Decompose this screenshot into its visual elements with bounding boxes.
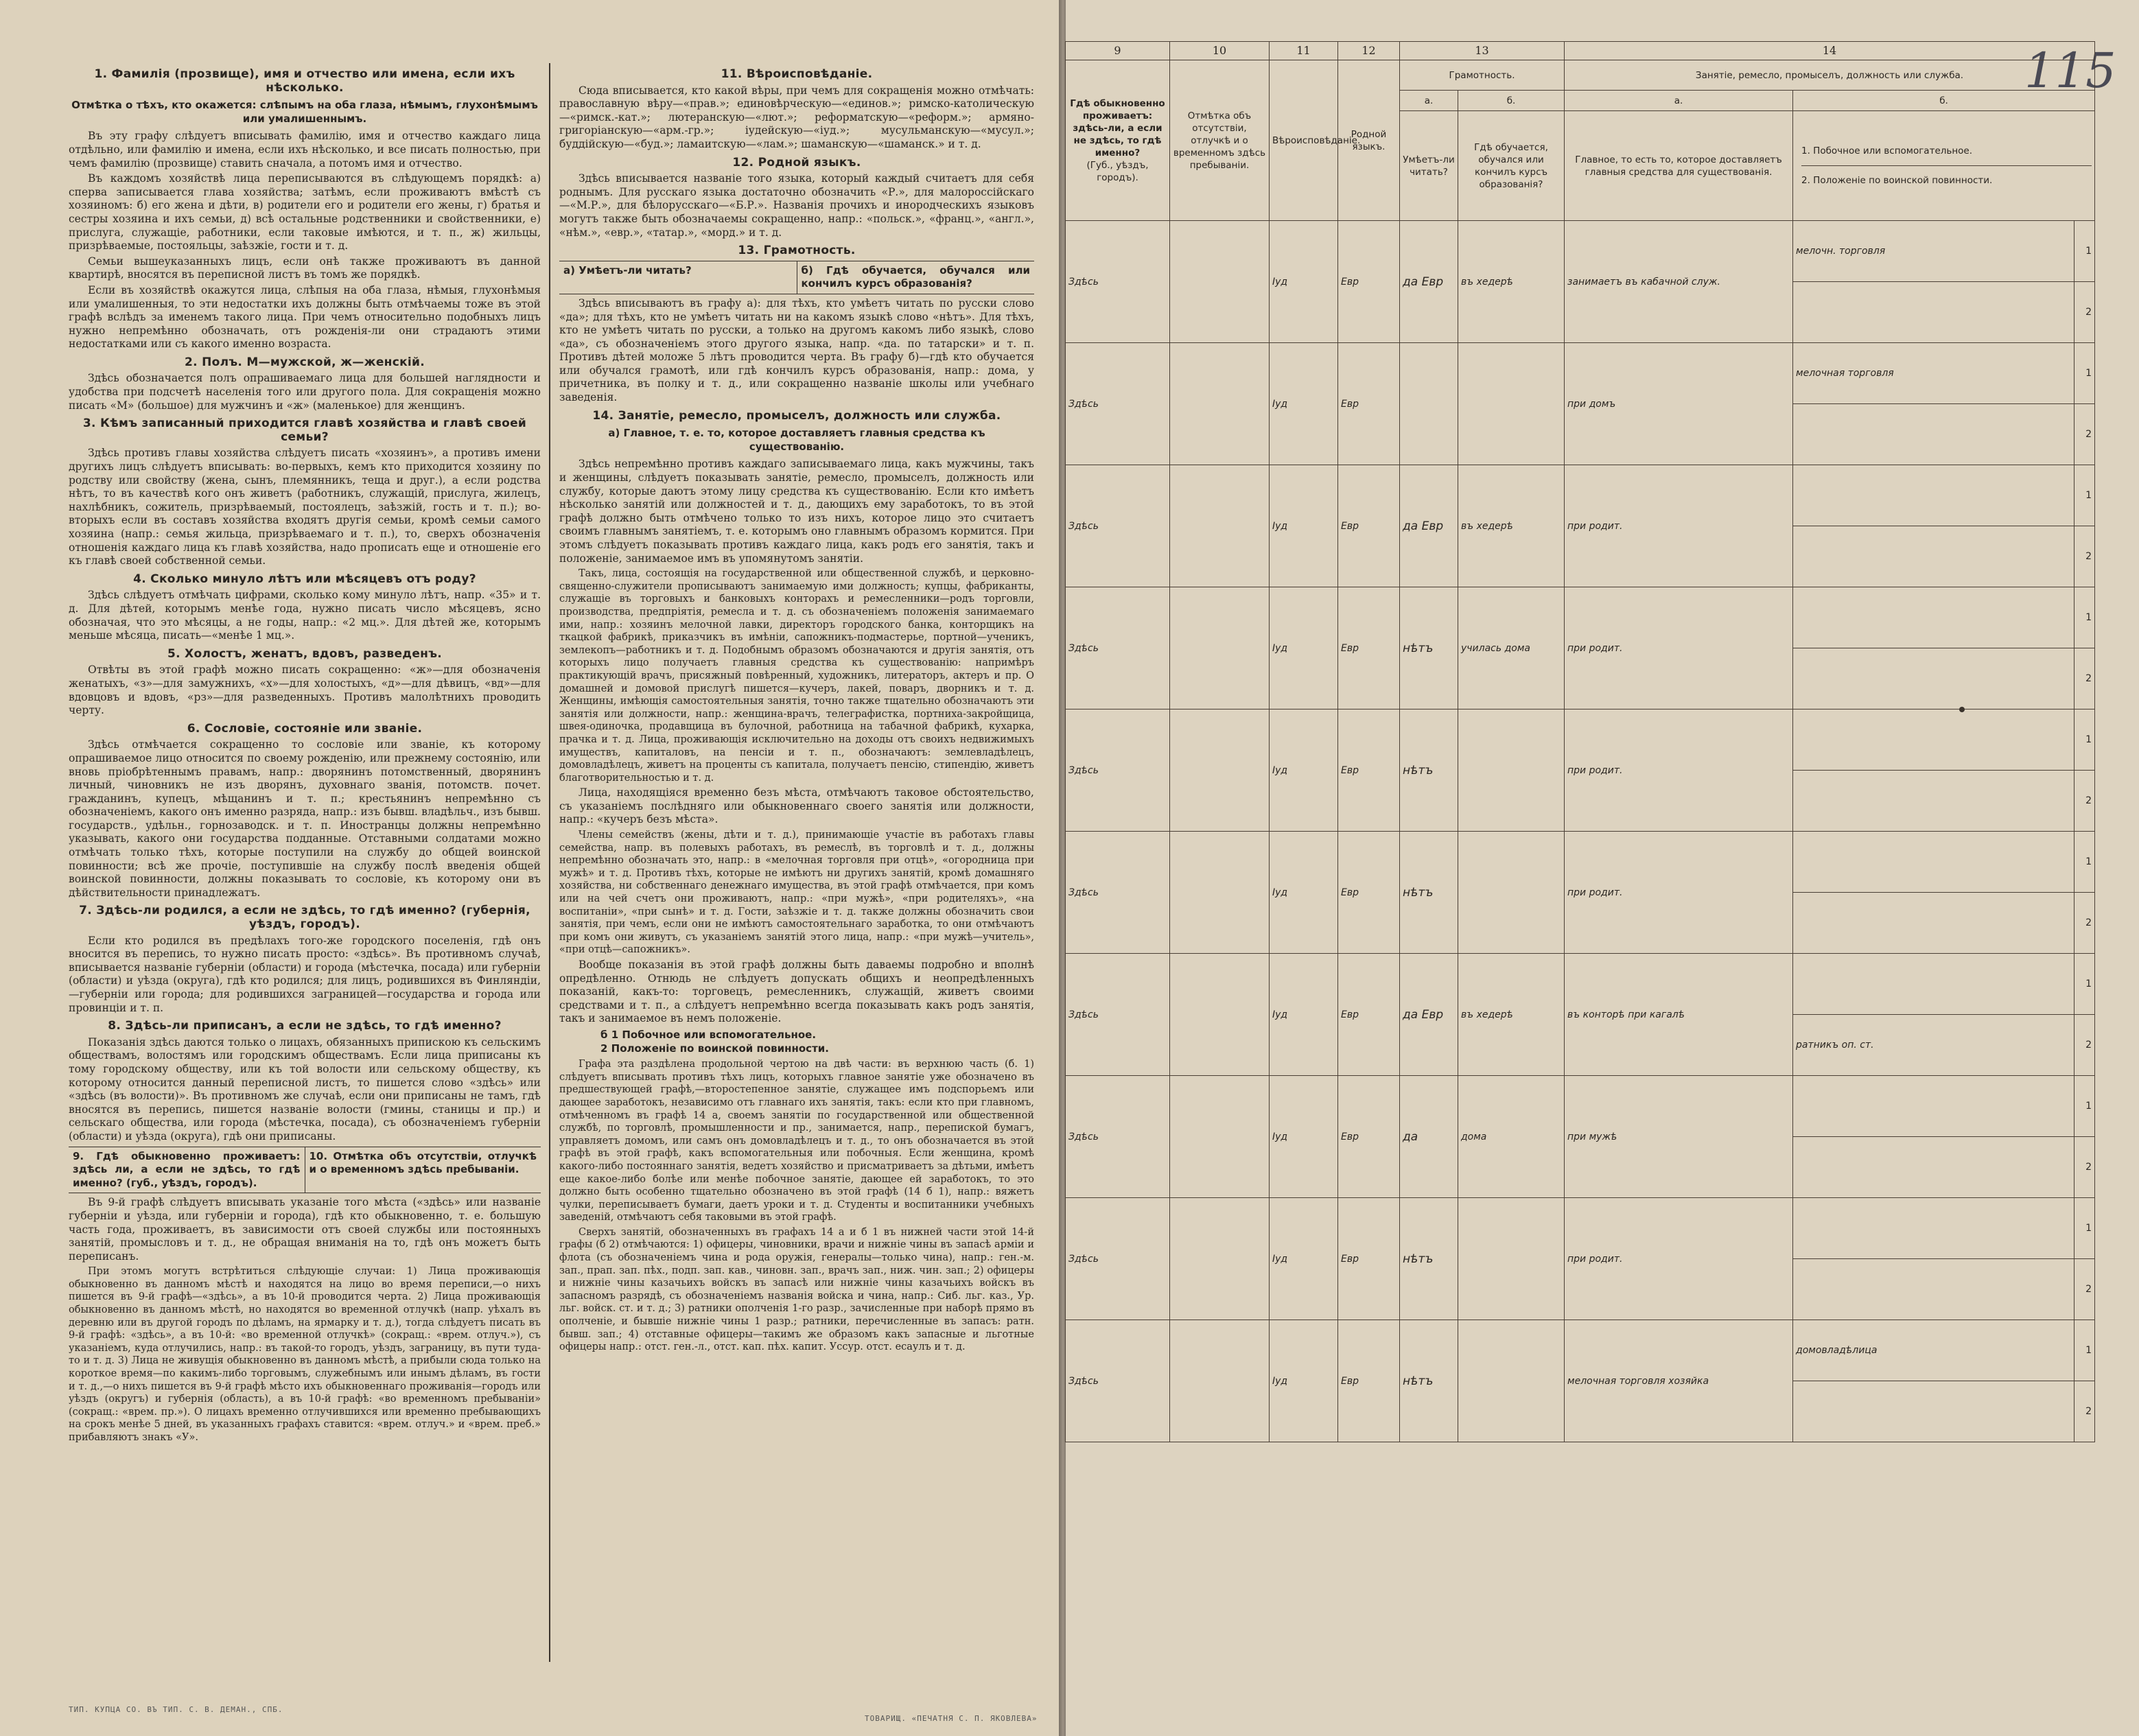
section-3-title: 3. Кѣмъ записанный приходится главѣ хозяйства и главѣ своей семьи? [82,417,527,444]
residence-cell: Здѣсь [1066,465,1170,587]
header-14a: Главное, то есть то, которое доставляетъ главныя средства для существованія. [1565,111,1793,221]
military-status-cell [1793,771,2074,832]
sub-row-label: 2 [2074,282,2095,343]
language-cell: Евр [1338,465,1400,587]
header-13b-letter: б. [1458,91,1565,111]
left-page [0,0,1062,1736]
education-cell [1458,709,1565,832]
absence-cell [1170,1198,1270,1320]
sub-row-label: 2 [2074,893,2095,954]
header-14b2: 2. Положеніе по воинской повинности. [1801,175,1993,186]
religion-cell: Іуд [1270,221,1338,343]
section-6-title: 6. Сословіе, состояніе или званіе. [187,721,423,736]
education-cell: училась дома [1458,587,1565,709]
residence-cell: Здѣсь [1066,1198,1170,1320]
military-status-cell [1793,1381,2074,1442]
religion-cell: Іуд [1270,1198,1338,1320]
main-occupation-cell: занимаетъ въ кабачной служ. [1565,221,1793,343]
literacy-cell: нѣтъ [1400,832,1458,954]
secondary-occupation-cell [1793,1076,2074,1137]
sub-row-label: 2 [2074,1381,2095,1442]
main-occupation-cell: при домъ [1565,343,1793,465]
section-9-10-header [69,1147,541,1194]
header-14b [1793,111,2095,221]
language-cell: Евр [1338,954,1400,1076]
section-5-title: 5. Холостъ, женатъ, вдовъ, разведенъ. [167,646,443,661]
literacy-cell: да Евр [1400,954,1458,1076]
header-col-10: Отмѣтка объ отсутствіи, отлучкѣ и о временномъ здѣсь пребываніи. [1170,60,1270,221]
ink-dot [1959,707,1965,712]
table-row [1066,1076,2095,1137]
main-occupation-cell: при родит. [1565,587,1793,709]
paragraph: Сверхъ занятій, обозначенныхъ въ графахъ 14 а и б 1 въ нижней части этой 14-й графы (б 2) отмѣчаются: 1) офицеры, чиновники, врачи и нижніе чины въ запасѣ арміи и флота (съ обозначеніемъ чина и рода оружія, генералы—только чина), напр.: ген.-м. зап., прап. зап. пѣх., подп. зап. кав., чиновн. зап., врачъ зап., ниж. чин. зап.; 2) офицеры и нижніе чины казачьихъ войскъ въ запасѣ или нижніе чины казачьихъ войскъ въ запасномъ разрядѣ, съ обозначеніемъ названія войска и чина, напр.: Сиб. льг. каз., Ур. льг. войск. ст. и т. д.; 3) ратники ополченія 1-го разр., зачисленные при наборѣ прямо въ ополченіе, и бывшіе нижніе чины 1 разр.; ратники, перечисленные въ запасъ: ратн. бывш. зап.; 4) отставные офицеры—такимъ же образомъ какъ запасные и льготные офицеры напр.: отст. ген.-л., отст. кап. пѣх. капит. Уссур. отст. есаулъ и т. д. [559,1226,1034,1353]
sub-row-label: 1 [2074,1320,2095,1381]
header-14b1: 1. Побочное или вспомогательное. [1801,137,2092,166]
table-row [1066,343,2095,404]
section-9-title: 9. Гдѣ обыкновенно проживаетъ: здѣсь ли, а если не здѣсь, то гдѣ именно? (губ., уѣздъ, городъ). [73,1149,301,1189]
military-status-cell [1793,404,2074,465]
sub-row-label: 2 [2074,648,2095,709]
absence-cell [1170,1076,1270,1198]
secondary-occupation-cell [1793,709,2074,771]
paragraph: Отвѣты въ этой графѣ можно писать сокращенно: «ж»—для обозначенія женатыхъ, «з»—для замужнихъ, «х»—для холостыхъ, «д»—для дѣвицъ, «вд»—для вдовцовъ и вдовъ, «рз»—для разведенныхъ. Противъ малолѣтнихъ проводить черту. [69,664,541,717]
residence-cell: Здѣсь [1066,709,1170,832]
col-number: 13 [1400,42,1565,60]
paragraph: Члены семействъ (жены, дѣти и т. д.), принимающіе участіе въ работахъ главы семейства, напр. въ полевыхъ работахъ, въ ремеслѣ, въ торговлѣ и т. д., должны непремѣнно обозначать это, напр.: в «мелочная торговля при отцѣ», «огородница при мужѣ» и т. д. Противъ тѣхъ, которые не имѣютъ ни другихъ занятій, кромѣ домашняго хозяйства, ни собственнаго денежнаго имущества, въ этой графѣ отмѣчается, при комъ или на чей счетъ они проживаютъ, напр.: «при мужѣ», «при родителяхъ», «на воспитаніи», «при сынѣ» и т. д. Гости, заѣзжіе и т. д. также должны обозначить свои занятія, при чемъ, если они не имѣютъ самостоятельнаго заработка, то они отмѣчаютъ при комъ они живутъ, съ указаніемъ занятій этого лица, напр.: «при мужѣ—учитель», «при отцѣ—сапожникъ». [559,830,1034,956]
header-col-13: Грамотность. [1400,60,1565,91]
literacy-cell: нѣтъ [1400,709,1458,832]
section-7-title: 7. Здѣсь-ли родился, а если не здѣсь, то гдѣ именно? (губернія, уѣздъ, городъ). [79,904,530,932]
absence-cell [1170,465,1270,587]
military-status-cell [1793,893,2074,954]
absence-cell [1170,221,1270,343]
military-status-cell [1793,648,2074,709]
residence-cell: Здѣсь [1066,343,1170,465]
table-row [1066,709,2095,771]
section-4-title: 4. Сколько минуло лѣтъ или мѣсяцевъ отъ роду? [133,572,476,586]
header-text: Гдѣ обыкновенно проживаетъ: здѣсь-ли, а если не здѣсь, то гдѣ именно? [1070,97,1165,159]
absence-cell [1170,709,1270,832]
header-col-14: Занятіе, ремесло, промыселъ, должность или служба. [1565,60,2095,91]
header-14a-letter: а. [1565,91,1793,111]
religion-cell: Іуд [1270,587,1338,709]
sub-row-label: 1 [2074,832,2095,893]
secondary-occupation-cell [1793,954,2074,1015]
table-row [1066,465,2095,526]
military-status-cell [1793,1137,2074,1198]
section-12-title: 12. Родной языкъ. [732,155,861,169]
paragraph: Въ 9-й графѣ слѣдуетъ вписывать указаніе того мѣста («здѣсь» или названіе губерніи и уѣзда, или губерніи и города), гдѣ кто обыкновенно, т. е. большую часть года, проживаетъ, въ зависимости отъ своей службы или постоянныхъ занятій, промысловъ и т. д., не обращая вниманія на то, гдѣ онъ можетъ быть переписанъ. [69,1196,541,1263]
absence-cell [1170,954,1270,1076]
col-number: 12 [1338,42,1400,60]
main-occupation-cell: при мужѣ [1565,1076,1793,1198]
residence-cell: Здѣсь [1066,221,1170,343]
secondary-occupation-cell [1793,1198,2074,1259]
table-row [1066,1320,2095,1381]
absence-cell [1170,343,1270,465]
religion-cell: Іуд [1270,1076,1338,1198]
paragraph: Вообще показанія въ этой графѣ должны быть даваемы подробно и вполнѣ опредѣленно. Отнюдь не слѣдуетъ допускать общихъ и неопредѣленныхъ показаній, какъ-то: торговецъ, ремесленникъ, служащій, живетъ своими средствами и т. п., а слѣдуетъ непремѣнно всегда показывать какъ родъ занятія, такъ и занимаемое въ немъ положеніе. [559,959,1034,1025]
absence-cell [1170,587,1270,709]
main-occupation-cell: при родит. [1565,465,1793,587]
language-cell: Евр [1338,832,1400,954]
table-row [1066,954,2095,1015]
education-cell [1458,1320,1565,1442]
header-row-1 [1066,60,2095,91]
education-cell: дома [1458,1076,1565,1198]
main-occupation-cell: при родит. [1565,709,1793,832]
literacy-cell [1400,343,1458,465]
paragraph: Сюда вписывается, кто какой вѣры, при чемъ для сокращенія можно отмѣчать: православную вѣру—«прав.»; единовѣрческую—«единов.»; римско-католическую—«римск.-кат.»; лютеранскую—«лют.»; реформатскую—«реформ.»; армяно-григоріанскую—«арм.-гр.»; іудейскую—«іуд.»; мусульманскую—«мусул.»; буддійскую—«буд.»; ламаитскую—«лам.»; шаманскую—«шаманск.» и т. д. [559,84,1034,150]
paragraph: Въ эту графу слѣдуетъ вписывать фамилію, имя и отчество каждаго лица отдѣльно, или фамилію и имена, если ихъ нѣсколько, и все писать полностью, при чемъ фамилію (прозвище) ставить сначала, а потомъ имя и отчество. [69,130,541,169]
main-occupation-cell: при родит. [1565,832,1793,954]
military-status-cell [1793,1259,2074,1320]
military-status-cell [1793,282,2074,343]
religion-cell: Іуд [1270,832,1338,954]
section-14-title: 14. Занятіе, ремесло, промыселъ, должность или служба. [592,408,1001,423]
header-col-12: Родной языкъ. [1338,60,1400,221]
military-status-cell: ратникъ оп. ст. [1793,1015,2074,1076]
language-cell: Евр [1338,587,1400,709]
paragraph: Показанія здѣсь даются только о лицахъ, обязанныхъ припискою къ сельскимъ обществамъ, волостямъ или городскимъ обществамъ. Если лица приписаны къ тому городскому обществу, или къ той волости или сельскому обществу, къ которому относится данный переписной листъ, то пишется слово «здѣсь» или «здѣсь (въ волости)». Въ противномъ же случаѣ, если они приписаны не тамъ, гдѣ вносятся въ перепись, пишется названіе волости (гмины, станицы и пр.) и сельскаго общества, или города (мѣстечка, посада), съ обозначеніемъ губерніи (области) и уѣзда (округа), гдѣ они приписаны. [69,1035,541,1142]
table-row [1066,832,2095,893]
paragraph: Если въ хозяйствѣ окажутся лица, слѣпыя на оба глаза, нѣмыя, глухонѣмыя или умалишенныя, то эти недостатки ихъ должны быть отмѣчаемы тоже въ этой графѣ вслѣдъ за именемъ такого лица. При чемъ относительно подобныхъ лицъ нужно непремѣнно обозначать, отъ рожденія-ли они страдаютъ этими недостатками или съ какого именно возраста. [69,283,541,351]
header-col-11: Вѣроисповѣданіе. [1270,60,1338,221]
paragraph: Такъ, лица, состоящія на государственной или общественной службѣ, и церковно-священно-служители прописываютъ занимаемую ими должность; купцы, фабриканты, служащіе въ торговыхъ и банковыхъ конторахъ и ремесленники—родъ торговли, производства, предпріятія, ремесла и т. д. съ обозначеніемъ положенія занимаемаго ими, напр.: хозяинъ мелочной лавки, директоръ городского банка, конторщикъ на ткацкой фабрикѣ, приказчикъ въ имѣніи, сапожникъ-подмастерье, портной—ученикъ, землекопъ—работникъ и т. д. Подобнымъ образомъ обозначаются и другія занятія, отъ которыхъ лицо получаетъ главныя средства къ существованію: напримѣръ практикующій врачъ, присяжный повѣренный, художникъ, литераторъ, актеръ и пр. О домашней и домовой прислугѣ пишется—кучеръ, лакей, поваръ, дворникъ и т. д. Женщины, имѣющія самостоятельныя занятія, точно также тщательно обозначаютъ эти занятія или должности, напр.: женщина-врачъ, телеграфистка, портниха-закройщица, швея-одиночка, продавщица въ булочной, работница на табачной фабрикѣ, кухарка, прачка и т. д. Лица, проживающія исключительно на доходы отъ своихъ недвижимыхъ имуществъ, капиталовъ, на пенсіи и т. п., обозначаютъ: землевладѣлецъ, домовладѣлецъ, живетъ на проценты съ капитала, получаетъ пенсію, стипендію, живетъ благотворительностью и т. д. [559,568,1034,784]
sheet-number: 115 [2024,43,2116,99]
paragraph: Графа эта раздѣлена продольной чертою на двѣ части: въ верхнюю часть (б. 1) слѣдуетъ вписывать противъ тѣхъ лицъ, которыхъ главное занятіе уже обозначено въ предшествующей графѣ,—второстепенное занятіе, служащее имъ подспорьемъ или дающее заработокъ, независимо отъ главнаго ихъ занятія, такъ: если кто при главномъ, отмѣченномъ въ графѣ 14 а, своемъ занятіи по государственной или общественной службѣ, по торговлѣ, промышленности и пр., занимается, напр., перепиской бумагъ, управляетъ домомъ, или самъ онъ домовладѣлецъ и т. д., то онъ обозначается въ этой графѣ въ этой графѣ, какъ вспомогательныя или побочныя. Если женщина, кромѣ какого-либо постояннаго занятія, ведетъ хозяйство и присматриваетъ за дѣтьми, имѣетъ еще какое-либо болѣе или менѣе побочное занятіе, дающее ей заработокъ, то это должно быть особенно тщательно обозначено въ этой графѣ (14 б 1), напр.: вяжетъ чулки, переписываетъ бумаги, даетъ уроки и т. д. Студенты и воспитанники учебныхъ заведеній, отмѣчаютъ себя таковыми въ этой графѣ. [559,1059,1034,1223]
col-number: 9 [1066,42,1170,60]
religion-cell: Іуд [1270,709,1338,832]
section-14b2-title: 2 Положеніе по воинской повинности. [600,1042,829,1055]
section-14a-title: а) Главное, т. е. то, которое доставляетъ главныя средства къ существованію. [608,427,985,453]
absence-cell [1170,1320,1270,1442]
secondary-occupation-cell: домовладѣлица [1793,1320,2074,1381]
literacy-cell: да [1400,1076,1458,1198]
literacy-cell: нѣтъ [1400,587,1458,709]
sub-row-label: 2 [2074,526,2095,587]
table-row [1066,1198,2095,1259]
col-number: 10 [1170,42,1270,60]
printer-imprint-right: ТОВАРИЩ. «ПЕЧАТНЯ С. П. ЯКОВЛЕВА» [865,1714,1038,1723]
sub-row-label: 1 [2074,1198,2095,1259]
residence-cell: Здѣсь [1066,832,1170,954]
religion-cell: Іуд [1270,465,1338,587]
header-subtext: (Губ., уѣздъ, городъ). [1086,159,1149,183]
residence-cell: Здѣсь [1066,587,1170,709]
literacy-cell: да Евр [1400,465,1458,587]
secondary-occupation-cell: мелочн. торговля [1793,221,2074,282]
main-occupation-cell: въ конторѣ при кагалѣ [1565,954,1793,1076]
paragraph: Здѣсь обозначается полъ опрашиваемаго лица для большей наглядности и удобства при подсчетѣ населенія того или другого пола. Для сокращенія можно писать «М» (большое) для мужчинъ и «ж» (маленькое) для женщинъ. [69,372,541,412]
religion-cell: Іуд [1270,954,1338,1076]
sub-row-label: 1 [2074,587,2095,648]
literacy-cell: да Евр [1400,221,1458,343]
section-13-subheader [559,261,1034,294]
sub-row-label: 1 [2074,221,2095,282]
section-13b-title: б) Гдѣ обучается, обучался или кончилъ курсъ образованія? [797,261,1035,294]
section-14b1-title: б 1 Побочное или вспомогательное. [600,1028,817,1041]
section-2-title: 2. Полъ. М—мужской, ж—женскій. [184,355,425,369]
literacy-cell: нѣтъ [1400,1198,1458,1320]
residence-cell: Здѣсь [1066,1320,1170,1442]
literacy-cell: нѣтъ [1400,1320,1458,1442]
sub-row-label: 2 [2074,1137,2095,1198]
paragraph: Здѣсь противъ главы хозяйства слѣдуетъ писать «хозяинъ», а противъ имени другихъ лицъ слѣдуетъ вписывать: во-первыхъ, кемъ кто приходится хозяину по родству или свойству (жена, сынъ, племянникъ, теща и друг.), а если родства нѣтъ, то въ качествѣ кого онъ живетъ (работникъ, служащій, прислуга, жилецъ, нахлѣбникъ, сожитель, призрѣваемый, постоялецъ, заѣзжій, гость и т. п.); во-вторыхъ если въ составъ хозяйства входятъ другія семьи, кромѣ семьи самого хозяина (напр.: семья жильца, призрѣваемаго и т. п.), то, сверхъ обозначенія отношенія каждаго лица къ главѣ хозяйства, надо прописать еще и отношеніе его къ главѣ своей собственной семьи. [69,447,541,567]
header-14b-letter: б. [1793,91,2095,111]
military-status-cell [1793,526,2074,587]
header-13a: Умѣетъ-ли читать? [1400,111,1458,221]
sub-row-label: 1 [2074,709,2095,771]
paragraph: Здѣсь вписывается названіе того языка, который каждый считаетъ для себя роднымъ. Для русскаго языка достаточно обозначить «Р.», для малороссійскаго—«М.Р.», для бѣлорусскаго—«Б.Р.». Названія прочихъ и инородческихъ языковъ могутъ также быть обозначаемы сокращенно, напр.: «польск.», «франц.», «англ.», «нѣм.», «евр.», «татар.», «морд.» и т. д. [559,172,1034,239]
printer-imprint-left: ТИП. КУПЦА СО. ВЪ ТИП. С. В. ДЕМАН., СПБ. [69,1705,283,1714]
paragraph: Если кто родился въ предѣлахъ того-же городского поселенія, гдѣ онъ вносится въ перепись, то нужно писать просто: «здѣсь». Въ противномъ случаѣ, вписывается названіе губерніи (области) и города (мѣстечка, посада) или губерніи (области) и уѣзда (округа), гдѣ кто родился; для лицъ, родившихся въ Финляндіи,—губерніи или города; для родившихся заграницей—государства и города или провинціи и т. п. [69,934,541,1014]
sub-row-label: 1 [2074,954,2095,1015]
secondary-occupation-cell [1793,465,2074,526]
sub-row-label: 1 [2074,465,2095,526]
religion-cell: Іуд [1270,1320,1338,1442]
table-row [1066,587,2095,648]
secondary-occupation-cell [1793,587,2074,648]
header-13b: Гдѣ обучается, обучался или кончилъ курсъ образованія? [1458,111,1565,221]
language-cell: Евр [1338,343,1400,465]
education-cell [1458,832,1565,954]
secondary-occupation-cell [1793,832,2074,893]
census-rows [1066,221,2095,1442]
education-cell: въ хедерѣ [1458,465,1565,587]
header-13a-letter: а. [1400,91,1458,111]
section-11-title: 11. Вѣроисповѣданіе. [721,67,873,81]
paragraph: Здѣсь вписываютъ въ графу а): для тѣхъ, кто умѣетъ читать по русски слово «да»; для тѣхъ, кто не умѣетъ читать ни на какомъ языкѣ слово «нѣтъ». Для тѣхъ, кто не умѣетъ читать по русски, а только на другомъ какомъ либо языкѣ, слово «да», съ обозначеніемъ этого другого языка, напр. «да. по татарски» и т. п. Противъ дѣтей моложе 5 лѣтъ проводится черта. Въ графу б)—гдѣ кто обучается или обучался грамотѣ, или гдѣ кончилъ курсъ образованія, напр.: дома, у причетника, въ полку и т. д., или сокращенно названіе школы или учебнаго заведенія. [559,296,1034,404]
section-8-title: 8. Здѣсь-ли приписанъ, а если не здѣсь, то гдѣ именно? [108,1019,502,1033]
paragraph: Лица, находящіяся временно безъ мѣста, отмѣчаютъ таковое обстоятельство, съ указаніемъ послѣдняго или обыкновеннаго своего занятія или должности, напр.: «кучеръ безъ мѣста». [559,786,1034,826]
section-13a-title: а) Умѣетъ-ли читать? [563,263,692,277]
paragraph: Здѣсь отмѣчается сокращенно то сословіе или званіе, къ которому опрашиваемое лицо относится по своему рожденію, или прежнему состоянію, или вновь пріобрѣтеннымъ правамъ, напр.: дворянинъ потомственный, дворянинъ личный, чиновникъ не изъ дворянъ, духовнаго званія, потомств. почет. гражданинъ, купецъ, мѣщанинъ и т. п.; крестьянинъ непремѣнно съ обозначеніемъ, какого онъ именно разряда, напр.: изъ бывш. владѣльч., изъ бывш. государств., удѣльн., горнозаводск. и т. п. Иностранцы должны непремѣнно указывать, какого они государства подданные. Отставными солдатами можно отмѣчать только тѣхъ, которые поступили на службу до общей воинской повинности; всѣ же прочіе, поступившіе на службу послѣ введенія общей воинской повинности, должны показывать то сословіе, къ которому они въ дѣйствительности принадлежатъ. [69,738,541,899]
table-row [1066,221,2095,282]
main-occupation-cell: при родит. [1565,1198,1793,1320]
education-cell: въ хедерѣ [1458,954,1565,1076]
main-occupation-cell: мелочная торговля хозяйка [1565,1320,1793,1442]
column-number-row [1066,42,2095,60]
language-cell: Евр [1338,1198,1400,1320]
religion-cell: Іуд [1270,343,1338,465]
section-10-title: 10. Отмѣтка объ отсутствіи, отлучкѣ и о временномъ здѣсь пребываніи. [305,1147,541,1193]
header-col-9 [1066,60,1170,221]
sub-row-label: 2 [2074,1259,2095,1320]
sub-row-label: 1 [2074,1076,2095,1137]
education-cell [1458,1198,1565,1320]
column-divider [549,63,550,1662]
sub-row-label: 1 [2074,343,2095,404]
col-number: 14 [1565,42,2095,60]
education-cell [1458,343,1565,465]
language-cell: Евр [1338,221,1400,343]
sub-row-label: 2 [2074,404,2095,465]
paragraph: Здѣсь непремѣнно противъ каждаго записываемаго лица, какъ мужчины, такъ и женщины, слѣдуетъ показывать занятіе, ремесло, промыселъ, должность или службу, которые даютъ этому лицу средства къ существованію. Если кто имѣетъ нѣсколько занятій или должностей и т. д., дающихъ ему заработокъ, то въ этой графѣ должно быть отмѣчено только то изъ нихъ, которое лицо это считаетъ своимъ главнымъ занятіемъ, т. е. которымъ оно главнымъ образомъ кормится. При этомъ слѣдуетъ показывать противъ каждаго лица, какъ родъ его занятія, такъ и положеніе, занимаемое имъ въ упомянутомъ занятіи. [559,458,1034,565]
residence-cell: Здѣсь [1066,1076,1170,1198]
census-table [1065,41,2095,1442]
section-13-title: 13. Грамотность. [738,244,856,258]
paragraph: Семьи вышеуказанныхъ лицъ, если онѣ также проживаютъ въ данной квартирѣ, вносятся въ переписной листъ въ томъ же порядкѣ. [69,255,541,281]
instructions-column-right [559,63,1034,1356]
section-1-note: Отмѣтка о тѣхъ, кто окажется: слѣпымъ на оба глаза, нѣмымъ, глухонѣмымъ или умалишеннымъ. [71,99,538,125]
education-cell: въ хедерѣ [1458,221,1565,343]
language-cell: Евр [1338,1320,1400,1442]
sub-row-label: 2 [2074,1015,2095,1076]
language-cell: Евр [1338,709,1400,832]
language-cell: Евр [1338,1076,1400,1198]
sub-row-label: 2 [2074,771,2095,832]
paragraph: При этомъ могутъ встрѣтиться слѣдующіе случаи: 1) Лица проживающія обыкновенно въ данномъ мѣстѣ и находятся на лицо во время переписи,—о нихъ пишется въ 9-й графѣ—«здѣсь», а въ 10-й проводится черта. 2) Лица проживающія обыкновенно въ данномъ мѣстѣ, но находятся во временной отлучкѣ (напр. уѣхалъ въ деревню или въ другой городъ по дѣламъ, на ярмарку и т. д.), тогда слѣдуетъ писать въ 9-й графѣ: «здѣсь», а въ 10-й: «во временной отлучкѣ» (сокращ.: «врем. отлуч.»), съ указаніемъ, куда отлучились, напр.: въ такой-то городъ, уѣздъ, заграницу, въ пути туда-то и т. д. 3) Лица не живущія обыкновенно въ данномъ мѣстѣ, а прибыли сюда только на короткое время—по какимъ-либо торговымъ, служебнымъ или инымъ дѣламъ, въ гости и т. д.,—о нихъ пишется въ 9-й графѣ мѣсто ихъ обыкновеннаго проживанія—городъ или уѣздъ (округъ) и губернія (область), а въ 10-й графѣ: «во временномъ пребываніи» (сокращ.: «врем. пр.»). О лицахъ временно отлучившихся или временно пребывающихъ на срокъ менѣе 5 дней, въ указанныхъ графахъ ставится: «врем. отлуч.» и «врем. преб.» прибавляютъ знакъ «У». [69,1266,541,1443]
absence-cell [1170,832,1270,954]
secondary-occupation-cell: мелочная торговля [1793,343,2074,404]
col-number: 11 [1270,42,1338,60]
section-1-title: 1. Фамилія (прозвище), имя и отчество или имена, если ихъ нѣсколько. [94,67,515,95]
instructions-column-left [69,63,541,1446]
paragraph: Здѣсь слѣдуетъ отмѣчать цифрами, сколько кому минуло лѣтъ, напр. «35» и т. д. Для дѣтей, которымъ менѣе года, нужно писать число мѣсяцевъ, ясно обозначая, что это мѣсяцы, а не годы, напр.: «2 мц.». Для дѣтей же, которымъ меньше мѣсяца, писать—«менѣе 1 мц.». [69,589,541,642]
residence-cell: Здѣсь [1066,954,1170,1076]
paragraph: Въ каждомъ хозяйствѣ лица переписываются въ слѣдующемъ порядкѣ: а) сперва записывается глава хозяйства; затѣмъ, если проживаютъ вмѣстѣ съ хозяиномъ: б) его жена и дѣти, в) родители его и родители его жены, г) братья и сестры хозяина и ихъ семьи, д) всѣ остальные родственники и свойственники, е) прислуга, служащіе, работники, если таковые имѣются, и т. п., ж) жильцы, призрѣваемые, постояльцы, заѣзжіе, гости и т. д. [69,172,541,253]
